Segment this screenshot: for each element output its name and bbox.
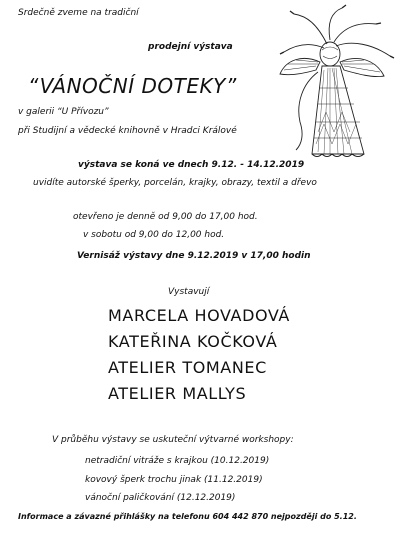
- exhibitor-name: KATEŘINA KOČKOVÁ: [108, 332, 278, 351]
- exhibitor-name: ATELIER TOMANEC: [108, 358, 267, 377]
- contact-info: Informace a závazné přihlášky na telefonu 604 442 870 nejpozději do 5.12.: [18, 512, 357, 521]
- workshop-item: netradiční vitráže s krajkou (10.12.2019): [85, 456, 270, 466]
- workshops-intro: V průběhu výstavy se uskuteční výtvarné workshopy:: [52, 435, 294, 445]
- vernissage-info: Vernisáž výstavy dne 9.12.2019 v 17,00 hodin: [77, 251, 311, 261]
- opening-hours-saturday: v sobotu od 9,00 do 12,00 hod.: [83, 230, 225, 240]
- exhibitors-heading: Vystavují: [168, 287, 210, 297]
- exhibited-items: uvidíte autorské šperky, porcelán, krajky, obrazy, textil a dřevo: [33, 178, 317, 188]
- exhibition-dates: výstava se koná ve dnech 9.12. - 14.12.2019: [78, 160, 305, 170]
- exhibitor-name: ATELIER MALLYS: [108, 384, 247, 403]
- workshop-item: vánoční paličkování (12.12.2019): [85, 493, 236, 503]
- event-type: prodejní výstava: [148, 42, 233, 52]
- lace-angel-illustration: [272, 4, 397, 169]
- venue-line-1: v galerii “U Přívozu”: [18, 107, 109, 117]
- workshop-item: kovový šperk trochu jinak (11.12.2019): [85, 475, 263, 485]
- opening-hours-weekday: otevřeno je denně od 9,00 do 17,00 hod.: [73, 212, 258, 222]
- greeting-text: Srdečně zveme na tradiční: [18, 8, 139, 18]
- exhibitor-name: MARCELA HOVADOVÁ: [108, 306, 290, 325]
- venue-line-2: při Studijní a vědecké knihovně v Hradci Králové: [18, 126, 237, 136]
- event-title: “VÁNOČNÍ DOTEKY”: [28, 74, 237, 98]
